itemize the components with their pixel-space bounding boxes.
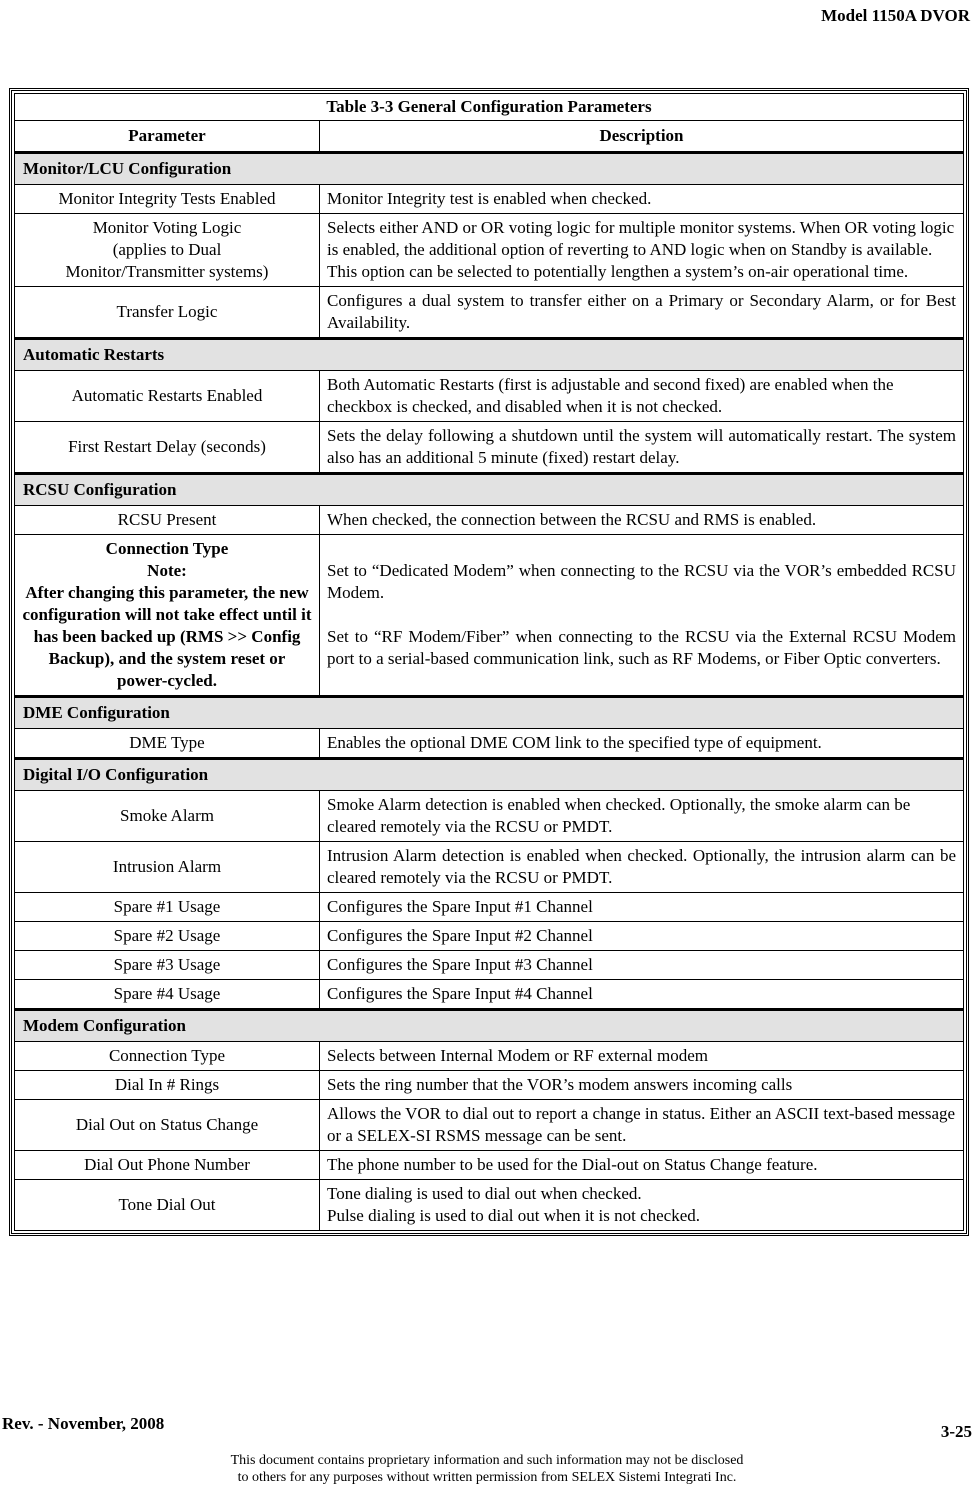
- parameter-text: DME Type: [129, 733, 205, 752]
- description-text: Set to “RF Modem/Fiber” when connecting to the RCSU via the External RCSU Modem port to a serial-based communication link, such as RF Modems, or Fiber Optic converters.: [327, 627, 956, 668]
- description-text: Configures the Spare Input #2 Channel: [327, 926, 593, 945]
- parameter-text: After changing this parameter, the new configuration will not take effect until it has been backed up (RMS >> Config Backup), and the system reset or power-cycled.: [22, 583, 312, 690]
- section-title: Modem Configuration: [15, 1010, 964, 1042]
- table-row: [15, 1151, 964, 1180]
- parameter-text: Connection Type: [105, 539, 229, 558]
- parameter-text: (applies to Dual: [112, 240, 222, 259]
- parameter-cell: [15, 922, 320, 951]
- description-text: Sets the delay following a shutdown until the system will automatically restart. The system also has an additional 5 minute (fixed) restart delay.: [327, 426, 956, 467]
- description-cell: [320, 922, 964, 951]
- parameter-cell: [15, 791, 320, 842]
- parameter-cell: [15, 287, 320, 339]
- description-text: The phone number to be used for the Dial-out on Status Change feature.: [327, 1155, 818, 1174]
- table-row: [15, 371, 964, 422]
- description-cell: [320, 1180, 964, 1231]
- parameter-text: Transfer Logic: [116, 302, 218, 321]
- description-cell: [320, 287, 964, 339]
- description-text: Pulse dialing is used to dial out when it is not checked.: [327, 1206, 701, 1225]
- section-title: RCSU Configuration: [15, 474, 964, 506]
- revision-date: Rev. - November, 2008: [2, 1414, 165, 1433]
- section-title: Digital I/O Configuration: [15, 759, 964, 791]
- table-row: [15, 287, 964, 339]
- description-cell: [320, 1151, 964, 1180]
- table-row: [15, 1180, 964, 1231]
- description-text: Intrusion Alarm detection is enabled when checked. Optionally, the intrusion alarm can be cleared remotely via the RCSU or PMDT.: [327, 846, 956, 887]
- section-row: [15, 697, 964, 729]
- description-cell: [320, 185, 964, 214]
- notice-line: to others for any purposes without written permission from SELEX Sistemi Integrati Inc.: [237, 1470, 737, 1485]
- section-title: Monitor/LCU Configuration: [15, 153, 964, 185]
- parameter-text: RCSU Present: [117, 510, 217, 529]
- table-row: [15, 506, 964, 535]
- section-row: [15, 339, 964, 371]
- parameter-text: Connection Type: [108, 1046, 226, 1065]
- table-row: [15, 922, 964, 951]
- description-cell: [320, 506, 964, 535]
- parameter-cell: [15, 980, 320, 1010]
- section-row: [15, 153, 964, 185]
- table-header-row: [15, 121, 964, 153]
- section-title: Automatic Restarts: [15, 339, 964, 371]
- table-row: [15, 422, 964, 474]
- description-cell: [320, 371, 964, 422]
- section-title: DME Configuration: [15, 697, 964, 729]
- parameter-cell: [15, 422, 320, 474]
- parameter-cell: [15, 1100, 320, 1151]
- description-cell: [320, 1100, 964, 1151]
- parameter-cell: [15, 1042, 320, 1071]
- description-text: Set to “Dedicated Modem” when connecting to the RCSU via the VOR’s embedded RCSU Modem.: [327, 561, 956, 602]
- table-row: [15, 1042, 964, 1071]
- description-text: Selects either AND or OR voting logic for multiple monitor systems. When OR voting logic is enabled, the additional option of reverting to AND logic when on Standby is available. This option can be selected to potentially lengthen a system’s on-air operational time.: [327, 218, 955, 281]
- table-row: [15, 535, 964, 697]
- description-text: Configures the Spare Input #1 Channel: [327, 897, 593, 916]
- parameter-cell: [15, 893, 320, 922]
- table-title-row: [15, 94, 964, 121]
- description-text: Both Automatic Restarts (first is adjustable and second fixed) are enabled when the checkbox is checked, and disabled when it is not checked.: [327, 375, 894, 416]
- description-cell: [320, 535, 964, 697]
- parameter-cell: [15, 842, 320, 893]
- parameter-text: Tone Dial Out: [118, 1195, 216, 1214]
- description-text: Allows the VOR to dial out to report a change in status. Either an ASCII text-based message or a SELEX-SI RSMS message can be sent.: [327, 1104, 956, 1145]
- table-row: [15, 893, 964, 922]
- table-row: [15, 842, 964, 893]
- description-cell: [320, 791, 964, 842]
- table-row: [15, 951, 964, 980]
- parameter-text: Smoke Alarm: [120, 806, 214, 825]
- parameter-cell: [15, 1180, 320, 1231]
- notice-line: This document contains proprietary information and such information may not be disclosed: [230, 1453, 744, 1468]
- description-cell: [320, 422, 964, 474]
- section-row: [15, 474, 964, 506]
- description-cell: [320, 980, 964, 1010]
- parameter-cell: [15, 371, 320, 422]
- parameter-cell: [15, 1151, 320, 1180]
- parameter-cell: [15, 506, 320, 535]
- parameter-cell: [15, 729, 320, 759]
- table-row: [15, 1071, 964, 1100]
- description-text: Enables the optional DME COM link to the specified type of equipment.: [327, 733, 822, 752]
- page-header-model: Model 1150A DVOR: [821, 6, 970, 25]
- parameter-text: Dial Out Phone Number: [84, 1155, 250, 1174]
- description-text: Configures the Spare Input #4 Channel: [327, 984, 593, 1003]
- description-text: Configures the Spare Input #3 Channel: [327, 955, 593, 974]
- parameter-text: Monitor/Transmitter systems): [65, 262, 269, 281]
- description-text: Sets the ring number that the VOR’s modem answers incoming calls: [327, 1075, 793, 1094]
- description-cell: [320, 1071, 964, 1100]
- parameter-text: Spare #3 Usage: [113, 955, 221, 974]
- column-header-parameter: Parameter: [15, 121, 320, 153]
- table-row: [15, 1100, 964, 1151]
- parameter-cell: [15, 535, 320, 697]
- parameter-text: Spare #1 Usage: [113, 897, 221, 916]
- parameter-text: Spare #2 Usage: [113, 926, 221, 945]
- description-text: Tone dialing is used to dial out when checked.: [327, 1184, 642, 1203]
- page-number: 3-25: [940, 1422, 972, 1441]
- parameter-text: Monitor Voting Logic: [92, 218, 242, 237]
- parameter-text: Note:: [147, 561, 187, 580]
- description-text: Configures a dual system to transfer either on a Primary or Secondary Alarm, or for Best Availability.: [327, 291, 956, 332]
- parameter-text: Spare #4 Usage: [113, 984, 221, 1003]
- section-row: [15, 759, 964, 791]
- description-text: Smoke Alarm detection is enabled when checked. Optionally, the smoke alarm can be cleared remotely via the RCSU or PMDT.: [327, 795, 911, 836]
- parameter-text: Dial Out on Status Change: [75, 1115, 259, 1134]
- table-row: [15, 791, 964, 842]
- description-cell: [320, 893, 964, 922]
- parameter-text: First Restart Delay (seconds): [68, 437, 266, 456]
- description-cell: [320, 214, 964, 287]
- parameter-text: Automatic Restarts Enabled: [71, 386, 263, 405]
- table-row: [15, 214, 964, 287]
- parameter-text: Dial In # Rings: [114, 1075, 220, 1094]
- description-text: When checked, the connection between the RCSU and RMS is enabled.: [327, 510, 817, 529]
- config-parameters-table: [14, 93, 964, 1231]
- parameter-cell: [15, 1071, 320, 1100]
- parameter-text: Intrusion Alarm: [112, 857, 222, 876]
- table-row: [15, 729, 964, 759]
- parameter-cell: [15, 185, 320, 214]
- description-cell: [320, 1042, 964, 1071]
- section-row: [15, 1010, 964, 1042]
- parameter-text: Monitor Integrity Tests Enabled: [58, 189, 276, 208]
- description-text: Monitor Integrity test is enabled when checked.: [327, 189, 652, 208]
- table-row: [15, 980, 964, 1010]
- table-row: [15, 185, 964, 214]
- description-cell: [320, 951, 964, 980]
- description-cell: [320, 842, 964, 893]
- column-header-description: Description: [320, 121, 964, 153]
- description-cell: [320, 729, 964, 759]
- description-text: Selects between Internal Modem or RF external modem: [327, 1046, 708, 1065]
- config-parameters-table-frame: [9, 88, 969, 1236]
- parameter-cell: [15, 951, 320, 980]
- proprietary-notice: [0, 1452, 974, 1486]
- table-title: Table 3-3 General Configuration Parameters: [15, 94, 964, 121]
- parameter-cell: [15, 214, 320, 287]
